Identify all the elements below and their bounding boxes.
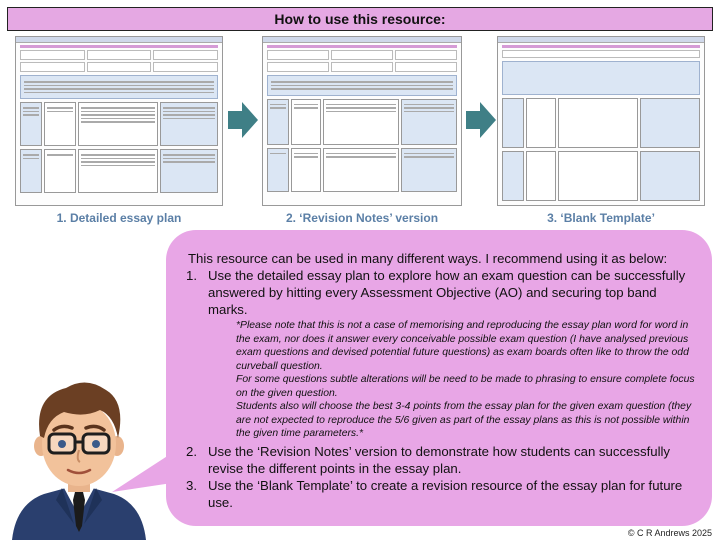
teacher-avatar-illustration	[4, 366, 154, 540]
thumbnail-blank-template	[497, 36, 705, 206]
arrow-right-icon	[466, 102, 496, 138]
arrow-right-icon	[228, 102, 258, 138]
speech-bubble-text	[186, 250, 698, 511]
list-item-text: Use the ‘Blank Template’ to create a revision resource of the essay plan for future use.	[208, 477, 683, 510]
list-item	[186, 477, 698, 511]
caption-revision-notes: 2. ‘Revision Notes’ version	[285, 211, 439, 225]
list-number: 2.	[186, 443, 197, 459]
list-item-text: Use the detailed essay plan to explore how an exam question can be successfully answered by hitting every Assessment Objective (AO) and securing top band marks.	[208, 268, 686, 317]
footnote	[208, 319, 698, 441]
copyright-notice: © C R Andrews 2025	[627, 528, 712, 538]
list-item-text: Use the ‘Revision Notes’ version to demonstrate how students can successfully revise the different points in the essay plan.	[208, 443, 671, 476]
note-paragraph: Students also will choose the best 3-4 points from the essay plan for the given exam question (they are not expected to reproduce the 5/6 given as part of the essay plans as this is not possible within the given time parameters.*	[236, 401, 692, 439]
thumbnail-revision-notes	[262, 36, 462, 206]
thumbnail-detailed-essay-plan	[15, 36, 223, 206]
note-paragraph: For some questions subtle alterations will be need to be made to phrasing to ensure complete focus on the given question.	[236, 374, 695, 399]
list-item	[186, 267, 698, 441]
usage-steps-list	[186, 267, 698, 511]
note-paragraph: *Please note that this is not a case of memorising and reproducing the essay plan word for word in the exam, nor does it answer every conceivable possible exam question (I have analysed previous exam questions and devised potential future questions) as exam boards often like to throw the odd curveball question.	[236, 320, 689, 372]
caption-blank-template: 3. ‘Blank Template’	[547, 211, 655, 225]
list-number: 3.	[186, 477, 197, 493]
caption-detailed-essay-plan: 1. Detailed essay plan	[56, 211, 182, 225]
list-item	[186, 443, 698, 477]
intro-text: This resource can be used in many different ways. I recommend using it as below:	[188, 251, 668, 266]
list-number: 1.	[186, 268, 197, 283]
page-title: How to use this resource:	[7, 7, 713, 31]
